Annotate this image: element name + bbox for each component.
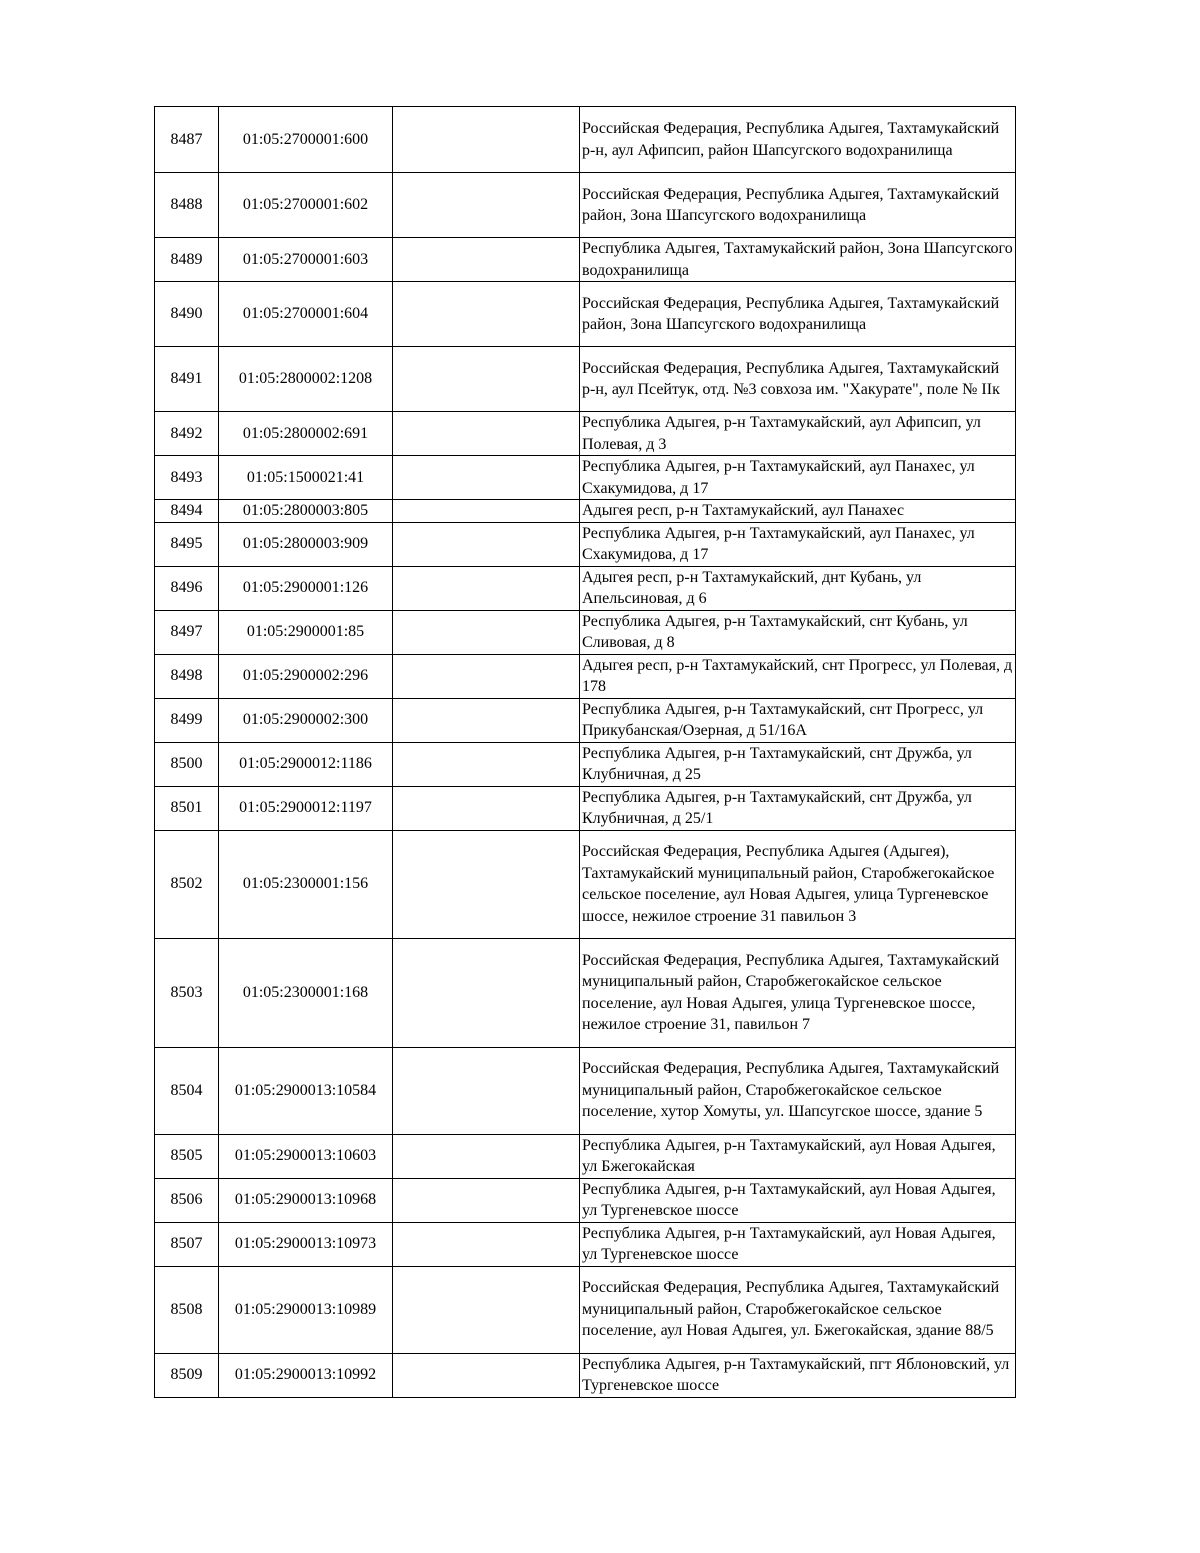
row-number-cell: 8504 — [155, 1047, 219, 1134]
table-row — [155, 347, 1016, 412]
address-cell: Республика Адыгея, р-н Тахтамукайский, аул Новая Адыгея, ул Бжегокайская — [580, 1134, 1016, 1178]
blank-cell — [393, 456, 580, 500]
row-number-cell: 8490 — [155, 282, 219, 347]
table-row — [155, 1222, 1016, 1266]
cadastral-number-cell: 01:05:2300001:156 — [219, 830, 393, 938]
cadastral-number-cell: 01:05:2900002:296 — [219, 654, 393, 698]
cadastral-number-cell: 01:05:2900001:126 — [219, 566, 393, 610]
table-row — [155, 173, 1016, 238]
table-row — [155, 566, 1016, 610]
blank-cell — [393, 742, 580, 786]
table-row — [155, 938, 1016, 1047]
blank-cell — [393, 566, 580, 610]
blank-cell — [393, 1222, 580, 1266]
blank-cell — [393, 1266, 580, 1353]
address-cell: Республика Адыгея, р-н Тахтамукайский, снт Кубань, ул Сливовая, д 8 — [580, 610, 1016, 654]
address-cell: Республика Адыгея, р-н Тахтамукайский, аул Панахес, ул Схакумидова, д 17 — [580, 522, 1016, 566]
cadastral-number-cell: 01:05:2300001:168 — [219, 938, 393, 1047]
table-row — [155, 500, 1016, 523]
table-row — [155, 830, 1016, 938]
cadastral-number-cell: 01:05:2900013:10973 — [219, 1222, 393, 1266]
address-cell: Российская Федерация, Республика Адыгея (Адыгея), Тахтамукайский муниципальный район, Старобжегокайское сельское поселение, аул Новая Адыгея, улица Тургеневское шоссе, нежилое строение 31 павильон 3 — [580, 830, 1016, 938]
address-cell: Республика Адыгея, р-н Тахтамукайский, аул Новая Адыгея, ул Тургеневское шоссе — [580, 1222, 1016, 1266]
table-row — [155, 1266, 1016, 1353]
cadastral-number-cell: 01:05:2900012:1197 — [219, 786, 393, 830]
table-row — [155, 742, 1016, 786]
cadastral-number-cell: 01:05:2900013:10992 — [219, 1353, 393, 1397]
blank-cell — [393, 500, 580, 523]
table-row — [155, 786, 1016, 830]
table-row — [155, 107, 1016, 173]
blank-cell — [393, 1353, 580, 1397]
address-cell: Российская Федерация, Республика Адыгея, Тахтамукайский район, Зона Шапсугского водохранилища — [580, 282, 1016, 347]
cadastral-number-cell: 01:05:2700001:600 — [219, 107, 393, 173]
address-cell: Российская Федерация, Республика Адыгея, Тахтамукайский муниципальный район, Старобжегокайское сельское поселение, хутор Хомуты, ул. Шапсугское шоссе, здание 5 — [580, 1047, 1016, 1134]
row-number-cell: 8497 — [155, 610, 219, 654]
cadastral-number-cell: 01:05:2900001:85 — [219, 610, 393, 654]
table-row — [155, 610, 1016, 654]
registry-table-body — [155, 107, 1016, 1398]
address-cell: Адыгея респ, р-н Тахтамукайский, аул Панахес — [580, 500, 1016, 523]
row-number-cell: 8493 — [155, 456, 219, 500]
table-row — [155, 522, 1016, 566]
table-row — [155, 1134, 1016, 1178]
row-number-cell: 8508 — [155, 1266, 219, 1353]
cadastral-number-cell: 01:05:2900012:1186 — [219, 742, 393, 786]
cadastral-number-cell: 01:05:2900013:10989 — [219, 1266, 393, 1353]
cadastral-number-cell: 01:05:2900002:300 — [219, 698, 393, 742]
address-cell: Республика Адыгея, р-н Тахтамукайский, аул Афипсип, ул Полевая, д 3 — [580, 412, 1016, 456]
address-cell: Республика Адыгея, р-н Тахтамукайский, пгт Яблоновский, ул Тургеневское шоссе — [580, 1353, 1016, 1397]
row-number-cell: 8495 — [155, 522, 219, 566]
cadastral-number-cell: 01:05:2800002:1208 — [219, 347, 393, 412]
row-number-cell: 8502 — [155, 830, 219, 938]
address-cell: Республика Адыгея, р-н Тахтамукайский, аул Новая Адыгея, ул Тургеневское шоссе — [580, 1178, 1016, 1222]
row-number-cell: 8496 — [155, 566, 219, 610]
blank-cell — [393, 107, 580, 173]
row-number-cell: 8509 — [155, 1353, 219, 1397]
table-row — [155, 282, 1016, 347]
row-number-cell: 8500 — [155, 742, 219, 786]
row-number-cell: 8492 — [155, 412, 219, 456]
row-number-cell: 8506 — [155, 1178, 219, 1222]
blank-cell — [393, 830, 580, 938]
table-row — [155, 654, 1016, 698]
row-number-cell: 8491 — [155, 347, 219, 412]
blank-cell — [393, 938, 580, 1047]
address-cell: Республика Адыгея, р-н Тахтамукайский, аул Панахес, ул Схакумидова, д 17 — [580, 456, 1016, 500]
cadastral-number-cell: 01:05:1500021:41 — [219, 456, 393, 500]
table-row — [155, 238, 1016, 282]
cadastral-number-cell: 01:05:2800003:805 — [219, 500, 393, 523]
address-cell: Российская Федерация, Республика Адыгея, Тахтамукайский район, Зона Шапсугского водохранилища — [580, 173, 1016, 238]
cadastral-number-cell: 01:05:2800002:691 — [219, 412, 393, 456]
cadastral-number-cell: 01:05:2700001:604 — [219, 282, 393, 347]
cadastral-number-cell: 01:05:2800003:909 — [219, 522, 393, 566]
address-cell: Российская Федерация, Республика Адыгея, Тахтамукайский р-н, аул Псейтук, отд. №3 совхоза им. "Хакурате", поле № IIк — [580, 347, 1016, 412]
cadastral-number-cell: 01:05:2900013:10603 — [219, 1134, 393, 1178]
row-number-cell: 8498 — [155, 654, 219, 698]
address-cell: Республика Адыгея, р-н Тахтамукайский, снт Дружба, ул Клубничная, д 25 — [580, 742, 1016, 786]
blank-cell — [393, 610, 580, 654]
blank-cell — [393, 173, 580, 238]
row-number-cell: 8494 — [155, 500, 219, 523]
blank-cell — [393, 282, 580, 347]
address-cell: Республика Адыгея, Тахтамукайский район, Зона Шапсугского водохранилища — [580, 238, 1016, 282]
blank-cell — [393, 238, 580, 282]
address-cell: Республика Адыгея, р-н Тахтамукайский, снт Прогресс, ул Прикубанская/Озерная, д 51/16А — [580, 698, 1016, 742]
address-cell: Республика Адыгея, р-н Тахтамукайский, снт Дружба, ул Клубничная, д 25/1 — [580, 786, 1016, 830]
row-number-cell: 8503 — [155, 938, 219, 1047]
table-row — [155, 1178, 1016, 1222]
row-number-cell: 8501 — [155, 786, 219, 830]
blank-cell — [393, 1134, 580, 1178]
row-number-cell: 8505 — [155, 1134, 219, 1178]
cadastral-number-cell: 01:05:2700001:602 — [219, 173, 393, 238]
blank-cell — [393, 412, 580, 456]
table-row — [155, 1353, 1016, 1397]
row-number-cell: 8489 — [155, 238, 219, 282]
row-number-cell: 8488 — [155, 173, 219, 238]
table-row — [155, 456, 1016, 500]
property-registry-table — [154, 106, 1016, 1398]
cadastral-number-cell: 01:05:2700001:603 — [219, 238, 393, 282]
blank-cell — [393, 654, 580, 698]
table-row — [155, 1047, 1016, 1134]
blank-cell — [393, 522, 580, 566]
address-cell: Адыгея респ, р-н Тахтамукайский, днт Кубань, ул Апельсиновая, д 6 — [580, 566, 1016, 610]
cadastral-number-cell: 01:05:2900013:10968 — [219, 1178, 393, 1222]
address-cell: Российская Федерация, Республика Адыгея, Тахтамукайский муниципальный район, Старобжегокайское сельское поселение, аул Новая Адыгея, улица Тургеневское шоссе, нежилое строение 31, павильон 7 — [580, 938, 1016, 1047]
blank-cell — [393, 698, 580, 742]
cadastral-number-cell: 01:05:2900013:10584 — [219, 1047, 393, 1134]
row-number-cell: 8499 — [155, 698, 219, 742]
blank-cell — [393, 347, 580, 412]
row-number-cell: 8507 — [155, 1222, 219, 1266]
blank-cell — [393, 1047, 580, 1134]
address-cell: Адыгея респ, р-н Тахтамукайский, снт Прогресс, ул Полевая, д 178 — [580, 654, 1016, 698]
blank-cell — [393, 786, 580, 830]
row-number-cell: 8487 — [155, 107, 219, 173]
address-cell: Российская Федерация, Республика Адыгея, Тахтамукайский муниципальный район, Старобжегокайское сельское поселение, аул Новая Адыгея, ул. Бжегокайская, здание 88/5 — [580, 1266, 1016, 1353]
address-cell: Российская Федерация, Республика Адыгея, Тахтамукайский р-н, аул Афипсип, район Шапсугского водохранилища — [580, 107, 1016, 173]
table-row — [155, 698, 1016, 742]
blank-cell — [393, 1178, 580, 1222]
table-row — [155, 412, 1016, 456]
